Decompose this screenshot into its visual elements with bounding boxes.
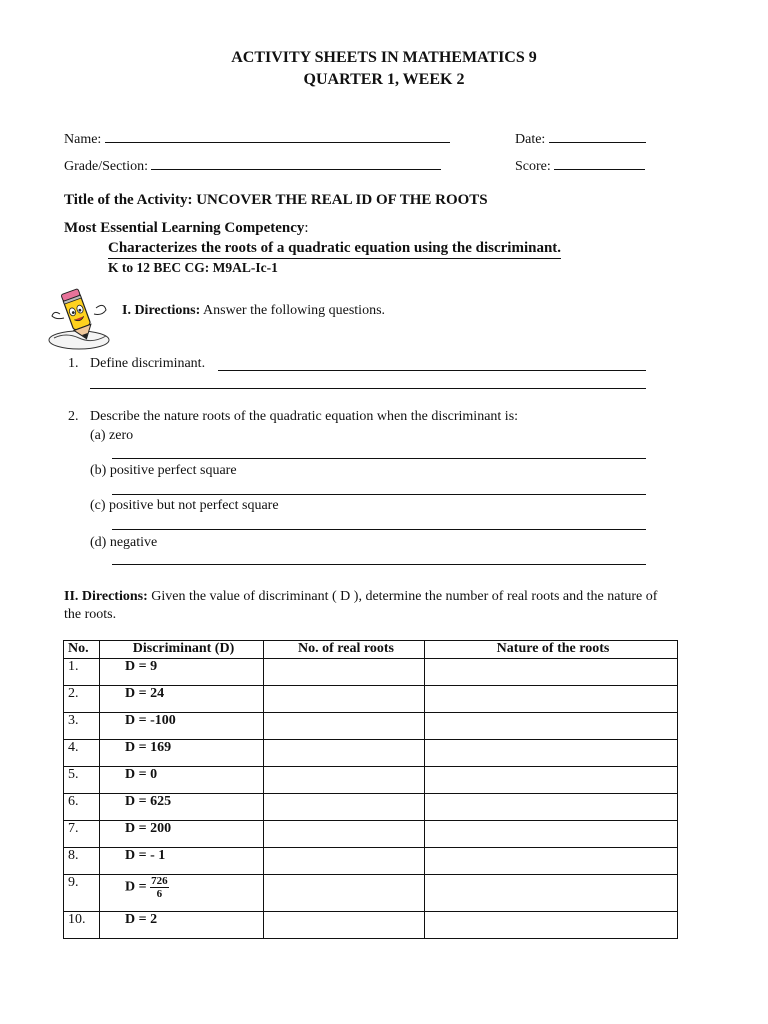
melc-colon: : xyxy=(304,220,309,236)
melc-heading xyxy=(64,219,309,237)
table-row xyxy=(64,911,678,938)
nature-answer-cell[interactable] xyxy=(425,793,678,820)
row-number: 9. xyxy=(64,874,100,911)
real-roots-answer-cell[interactable] xyxy=(264,874,425,911)
row-number: 8. xyxy=(64,847,100,874)
sub-item-text: positive perfect square xyxy=(109,463,237,478)
name-label: Name: xyxy=(64,132,102,147)
grade-section-label: Grade/Section: xyxy=(64,159,148,174)
discriminant-value: D = 9 xyxy=(100,658,264,685)
row-number: 3. xyxy=(64,712,100,739)
col-header-nature: Nature of the roots xyxy=(425,641,678,659)
fraction-denominator: 6 xyxy=(156,887,163,900)
part1-directions-text: Answer the following questions. xyxy=(203,303,386,318)
name-blank[interactable] xyxy=(105,128,450,143)
q1-number: 1. xyxy=(68,356,79,371)
col-header-real-roots: No. of real roots xyxy=(264,641,425,659)
q2b-answer-line[interactable] xyxy=(112,494,646,495)
sheet-subtitle: QUARTER 1, WEEK 2 xyxy=(303,71,465,88)
nature-answer-cell[interactable] xyxy=(425,685,678,712)
fraction-numerator: 726 xyxy=(151,874,168,887)
row-number: 5. xyxy=(64,766,100,793)
nature-answer-cell[interactable] xyxy=(425,766,678,793)
grade-section-blank[interactable] xyxy=(151,155,441,170)
part2-directions-text: Given the value of discriminant ( D ), determine the number of real roots and the nature of the roots. xyxy=(64,589,658,622)
sub-item-text: positive but not perfect square xyxy=(109,498,279,513)
discriminant-value: D = 0 xyxy=(100,766,264,793)
q2-number: 2. xyxy=(68,409,79,424)
nature-answer-cell[interactable] xyxy=(425,847,678,874)
q1-answer-line-1[interactable] xyxy=(218,370,646,371)
real-roots-answer-cell[interactable] xyxy=(264,847,425,874)
grade-section-field[interactable] xyxy=(64,155,441,176)
real-roots-answer-cell[interactable] xyxy=(264,712,425,739)
real-roots-answer-cell[interactable] xyxy=(264,685,425,712)
sub-item-label: (c) xyxy=(90,498,106,513)
row-number: 1. xyxy=(64,658,100,685)
table-row xyxy=(64,658,678,685)
row-number: 4. xyxy=(64,739,100,766)
sub-item-text: zero xyxy=(109,428,134,443)
discriminant-value: D = 200 xyxy=(100,820,264,847)
activity-title: Title of the Activity: UNCOVER THE REAL ID OF THE ROOTS xyxy=(64,192,488,208)
date-blank[interactable] xyxy=(549,128,646,143)
q2-sub-item-a xyxy=(90,428,133,445)
row-number: 7. xyxy=(64,820,100,847)
row-number: 2. xyxy=(64,685,100,712)
table-row xyxy=(64,739,678,766)
discriminant-value: D = - 1 xyxy=(100,847,264,874)
nature-answer-cell[interactable] xyxy=(425,874,678,911)
part2-directions xyxy=(64,588,664,624)
pencil-mascot-icon xyxy=(46,288,112,352)
table-row xyxy=(64,685,678,712)
row-number: 6. xyxy=(64,793,100,820)
part1-directions-label: I. Directions: xyxy=(122,303,201,318)
part2-directions-label: II. Directions: xyxy=(64,589,148,604)
discriminant-prefix: D = xyxy=(125,879,147,895)
discriminant-fraction xyxy=(150,875,169,900)
real-roots-answer-cell[interactable] xyxy=(264,820,425,847)
q2a-answer-line[interactable] xyxy=(112,458,646,459)
table-row xyxy=(64,847,678,874)
sub-item-label: (b) xyxy=(90,463,107,478)
table-row xyxy=(64,766,678,793)
nature-answer-cell[interactable] xyxy=(425,739,678,766)
real-roots-answer-cell[interactable] xyxy=(264,911,425,938)
col-header-no: No. xyxy=(64,641,100,659)
date-field[interactable] xyxy=(515,128,646,149)
sub-item-text: negative xyxy=(109,535,158,550)
discriminant-value xyxy=(100,874,264,911)
date-label: Date: xyxy=(515,132,546,147)
discriminant-value: D = -100 xyxy=(100,712,264,739)
nature-answer-cell[interactable] xyxy=(425,712,678,739)
q2-sub-item-d xyxy=(90,535,157,552)
name-field[interactable] xyxy=(64,128,450,149)
discriminant-value: D = 2 xyxy=(100,911,264,938)
table-header-row xyxy=(64,641,678,659)
melc-text: Characterizes the roots of a quadratic equation using the discriminant. xyxy=(108,239,561,259)
real-roots-answer-cell[interactable] xyxy=(264,793,425,820)
discriminant-table xyxy=(63,640,678,939)
sub-item-label: (a) xyxy=(90,428,106,443)
q1-answer-line-2[interactable] xyxy=(90,388,646,389)
real-roots-answer-cell[interactable] xyxy=(264,766,425,793)
col-header-discriminant: Discriminant (D) xyxy=(100,641,264,659)
q2c-answer-line[interactable] xyxy=(112,529,646,530)
sub-item-label: (d) xyxy=(90,535,107,550)
table-row xyxy=(64,793,678,820)
real-roots-answer-cell[interactable] xyxy=(264,739,425,766)
row-number: 10. xyxy=(64,911,100,938)
real-roots-answer-cell[interactable] xyxy=(264,658,425,685)
q1-text: Define discriminant. xyxy=(90,356,206,371)
discriminant-value: D = 24 xyxy=(100,685,264,712)
table-row xyxy=(64,820,678,847)
table-row xyxy=(64,874,678,911)
q2-sub-item-b xyxy=(90,463,237,480)
discriminant-value: D = 625 xyxy=(100,793,264,820)
discriminant-value: D = 169 xyxy=(100,739,264,766)
score-label: Score: xyxy=(515,159,551,174)
part1-directions xyxy=(122,303,385,320)
table-row xyxy=(64,712,678,739)
melc-label: Most Essential Learning Competency xyxy=(64,220,305,236)
score-blank[interactable] xyxy=(554,155,645,170)
score-field[interactable] xyxy=(515,155,645,176)
q2d-answer-line[interactable] xyxy=(112,564,646,565)
curriculum-code: K to 12 BEC CG: M9AL-Ic-1 xyxy=(108,260,278,275)
q2-text: Describe the nature roots of the quadratic equation when the discriminant is: xyxy=(90,409,519,424)
nature-answer-cell[interactable] xyxy=(425,820,678,847)
q2-sub-item-c xyxy=(90,498,279,515)
nature-answer-cell[interactable] xyxy=(425,658,678,685)
sheet-title: ACTIVITY SHEETS IN MATHEMATICS 9 xyxy=(231,49,537,66)
nature-answer-cell[interactable] xyxy=(425,911,678,938)
